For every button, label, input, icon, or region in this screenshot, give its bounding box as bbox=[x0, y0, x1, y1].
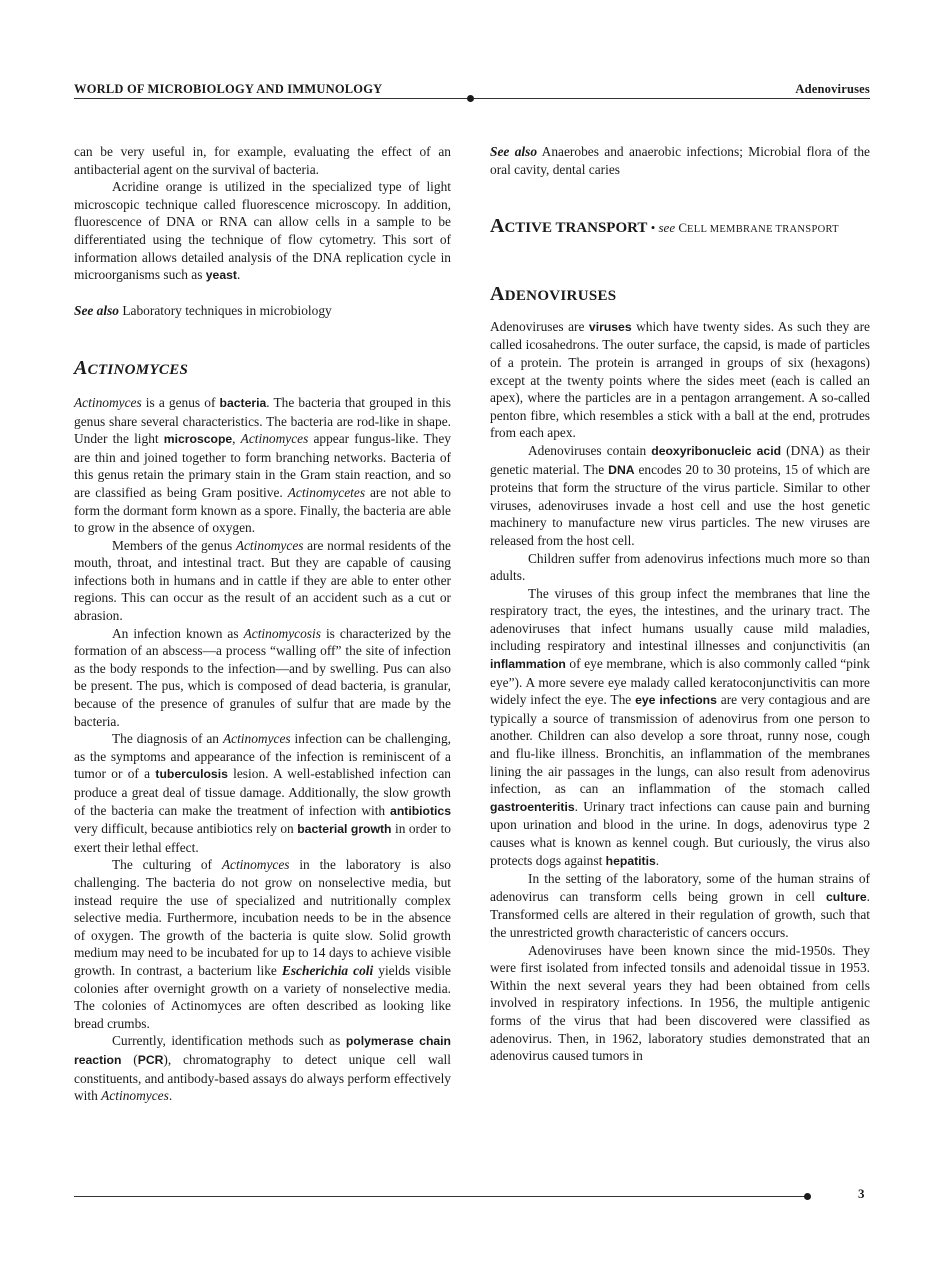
text-run: . The bacteria that grouped in this genus share several characteristics. The bacteria are rod-like in shape. Under the light bbox=[74, 394, 451, 447]
italic-term: Actinomycetes bbox=[287, 484, 366, 500]
cross-reference-term: DNA bbox=[608, 462, 635, 477]
text-run: can be very useful in, for example, evaluating the effect of an antibacterial agent on the survival of bacteria. bbox=[74, 144, 451, 177]
text-run: . bbox=[168, 1088, 173, 1104]
paragraph bbox=[74, 730, 451, 856]
see-also-text: Laboratory techniques in microbiology bbox=[119, 302, 332, 318]
reference-rest: ELL MEMBRANE TRANSPORT bbox=[687, 224, 839, 236]
text-run: . bbox=[236, 267, 241, 283]
entry-active-transport bbox=[490, 215, 870, 241]
reference-initial: C bbox=[675, 220, 688, 236]
italic-term: Actinomyces bbox=[240, 431, 309, 447]
page-number: 3 bbox=[858, 1186, 865, 1201]
text-run: is characterized by the formation of an abscess—a process “walling off” the site of infection as the body responds to the infection—and by swelling. Pus can also be present. The pus, which is composed of dead bacteria, is granular, because of the presence of granules of sulfur that are made by the bacteria. bbox=[74, 625, 451, 729]
text-run: are normal residents of the mouth, throat, and intestinal tract. But they are capable of causing infections both in humans and in cattle if they are able to enter other regions. This can occur as the result of an accident such as a cut or abrasion. bbox=[74, 537, 451, 624]
text-run: very difficult, because antibiotics rely on bbox=[74, 821, 298, 837]
text-run: which have twenty sides. As such they are called icosahedrons. The outer surface, the capsid, is made of particles of a protein. The protein is arranged in groups of six (hexagons) except at the twenty points where the sides meet (each is called an apex), where the particles are in a pentagon arrangement. A so-called penton fibre, which resembles a stick with a ball at the end, protrudes from each apex. bbox=[490, 318, 870, 441]
text-run: appear fungus-like. They are thin and joined together to form branching networks. Bacteria of this genus retain the primary stain in the Gram stain reaction, and so are classified as being Gram positive. bbox=[74, 431, 451, 500]
footer-rule bbox=[74, 1196, 809, 1197]
header-rule-dot bbox=[467, 95, 474, 102]
paragraph bbox=[490, 870, 870, 941]
see-also-text: Anaerobes and anaerobic infections; Microbial flora of the oral cavity, dental caries bbox=[490, 144, 870, 177]
text-run: of eye membrane, which is also commonly called “pink eye”). A more severe eye malady called keratoconjunctivitis can more widely infect the eye. The bbox=[490, 656, 870, 708]
text-run: Adenoviruses are bbox=[490, 318, 589, 334]
italic-term: Actinomycosis bbox=[243, 625, 321, 641]
heading-rest: CTINOMYCES bbox=[87, 362, 189, 379]
cross-reference-term: polymerase chain reaction bbox=[74, 1034, 451, 1067]
text-run: in the laboratory is also challenging. The bacteria do not grow on nonselective media, but instead require the use of specialized and nutritionally complex selective media. Furthermore, incubation needs to be in the absence of oxygen. The growth of the bacteria is quite slow. Solid growth medium may need to be incubated for up to 14 days to achieve visible growth. In contrast, a bacterium like bbox=[74, 857, 451, 978]
text-run: lesion. A well-established infection can produce a great deal of tissue damage. Additionally, the slow growth of the bacteria can make the treatment of infection with bbox=[74, 766, 451, 818]
italic-term: Actinomyces bbox=[101, 1088, 169, 1104]
text-run: . Urinary tract infections can cause pain and burning upon urination and blood in the urine. In dogs, adenovirus type 2 causes what is known as kennel cough. But curiously, the virus also protects dogs against bbox=[490, 798, 870, 868]
cross-reference-term: inflammation bbox=[490, 657, 566, 672]
heading-actinomyces bbox=[74, 357, 451, 380]
italic-term: Actinomyces bbox=[235, 537, 304, 553]
text-run: is a genus of bbox=[141, 394, 220, 410]
book-title: WORLD OF MICROBIOLOGY AND IMMUNOLOGY bbox=[74, 82, 383, 96]
text-run: encodes 20 to 30 proteins, 15 of which are proteins that form the structure of the virus particle. Similar to other viruses, adenoviruses invade a host cell and use the host genetic machinery to manufacture new virus particles. The new viruses are released from the host cell. bbox=[490, 461, 871, 548]
paragraph bbox=[74, 1032, 451, 1104]
heading-initial: A bbox=[490, 283, 505, 306]
text-run: Adenoviruses have been known since the mid-1950s. They were first isolated from infected tonsils and adenoidal tissue in 1953. Within the next several years they had been obtained from cells involved in respiratory infections. In 1956, the multiple antigenic forms of the virus that had been discovered were classified as adenovirus. Then, in 1962, laboratory studies demonstrated that an adenovirus caused tumors in bbox=[490, 942, 870, 1064]
paragraph bbox=[74, 178, 451, 285]
paragraph bbox=[490, 942, 870, 1065]
right-column bbox=[490, 143, 870, 1065]
text-run: The culturing of bbox=[112, 857, 222, 873]
cross-reference-term: gastroenteritis bbox=[490, 799, 575, 814]
heading-initial: A bbox=[74, 357, 88, 380]
italic-term: Actinomyces bbox=[222, 731, 291, 747]
text-run: Adenoviruses contain bbox=[528, 442, 652, 458]
cross-reference-term: hepatitis bbox=[605, 853, 656, 868]
text-run: infection can be challenging, as the symptoms and appearance of the infection is reminiscent of a tumor or of a bbox=[74, 731, 451, 782]
cross-reference-term: antibiotics bbox=[390, 803, 451, 818]
text-run: . Transformed cells are altered in their regulation of growth, such that the unrestricted growth characteristic of cancers occurs. bbox=[490, 888, 870, 940]
heading-rest: DENOVIRUSES bbox=[504, 288, 617, 305]
heading-initial: A bbox=[490, 215, 505, 238]
text-run: ( bbox=[121, 1051, 138, 1067]
cross-reference-term: microscope bbox=[163, 432, 233, 447]
cross-reference-term: PCR bbox=[137, 1052, 164, 1067]
paragraph bbox=[490, 318, 870, 442]
cross-reference-term: tuberculosis bbox=[155, 767, 228, 782]
bullet: • bbox=[647, 220, 659, 236]
see-also bbox=[74, 302, 451, 320]
left-column bbox=[74, 143, 451, 1105]
text-run: The diagnosis of an bbox=[112, 731, 223, 747]
heading-adenoviruses bbox=[490, 283, 870, 306]
cross-reference-term: yeast bbox=[205, 268, 237, 283]
see-also-label: See also bbox=[74, 302, 120, 318]
cross-reference-term: bacterial growth bbox=[297, 822, 392, 837]
bold-italic-term: Escherichia coli bbox=[281, 962, 374, 978]
text-run: An infection known as bbox=[112, 625, 244, 641]
cross-reference-term: viruses bbox=[588, 319, 632, 334]
paragraph bbox=[74, 537, 451, 625]
cross-reference-term: eye infections bbox=[635, 693, 717, 708]
paragraph bbox=[74, 394, 451, 537]
paragraph bbox=[74, 856, 451, 1032]
cross-reference-term: culture bbox=[826, 889, 867, 904]
italic-term: Actinomyces bbox=[74, 394, 142, 410]
see-also bbox=[490, 143, 870, 178]
paragraph bbox=[74, 625, 451, 731]
paragraph bbox=[74, 143, 451, 178]
text-run: ), chromatography to detect unique cell wall constituents, and antibody-based assays do always perform effectively with bbox=[74, 1051, 451, 1104]
text-run: The viruses of this group infect the membranes that line the respiratory tract, the eyes, the intestines, and the urinary tract. The adenoviruses that infect humans usually cause mild maladies, including respiratory and intestinal illnesses and conjunctivitis (an bbox=[490, 585, 870, 654]
text-run: Members of the genus bbox=[112, 537, 236, 553]
heading-active-transport bbox=[490, 215, 647, 237]
text-run: in order to exert their lethal effect. bbox=[74, 821, 451, 855]
cross-reference-term: deoxyribonucleic acid bbox=[651, 443, 782, 458]
see-also-label: See also bbox=[490, 144, 538, 159]
text-run: are not able to form the dormant form known as a spore. Finally, the bacteria are able to grow in the absence of oxygen. bbox=[74, 484, 451, 536]
text-run: (DNA) as their genetic material. The bbox=[490, 442, 870, 477]
text-run: In the setting of the laboratory, some of the human strains of adenovirus can transform cells being grown in cell bbox=[490, 871, 870, 904]
text-run: . bbox=[655, 852, 660, 868]
see-label: see bbox=[658, 220, 676, 236]
cross-reference-note bbox=[647, 220, 838, 235]
text-run: , bbox=[232, 431, 241, 447]
footer-rule-dot bbox=[804, 1193, 811, 1200]
paragraph bbox=[490, 442, 870, 550]
paragraph bbox=[490, 585, 870, 871]
text-run: yields visible colonies after overnight growth on a variety of nonselective media. The colonies of Actinomyces are often described as looking like bread crumbs. bbox=[74, 962, 451, 1031]
text-run: are very contagious and are typically a source of transmission of adenovirus from one person to another. Children can also develop a sore throat, runny nose, cough and flu-like illness. Bronchitis, an inflammation of the membranes lining the air passages in the lungs, can also result from adenovirus infection, as can an inflammation of the stomach called bbox=[490, 692, 871, 797]
text-run: Children suffer from adenovirus infections much more so than adults. bbox=[490, 550, 870, 584]
italic-term: Actinomyces bbox=[221, 857, 290, 873]
text-run: Acridine orange is utilized in the specialized type of light microscopic technique called fluorescence microscopy. In addition, fluorescence of DNA or RNA can allow cells in a sample to be differentiated using the technique of flow cytometry. This sort of information allows detailed analysis of the DNA replication cycle in microorganisms such as bbox=[74, 179, 451, 283]
text-run: Currently, identification methods such as bbox=[112, 1033, 346, 1049]
heading-rest: CTIVE TRANSPORT bbox=[504, 220, 648, 237]
cross-reference-term: bacteria bbox=[219, 395, 267, 410]
paragraph bbox=[490, 550, 870, 585]
section-title: Adenoviruses bbox=[795, 82, 870, 96]
